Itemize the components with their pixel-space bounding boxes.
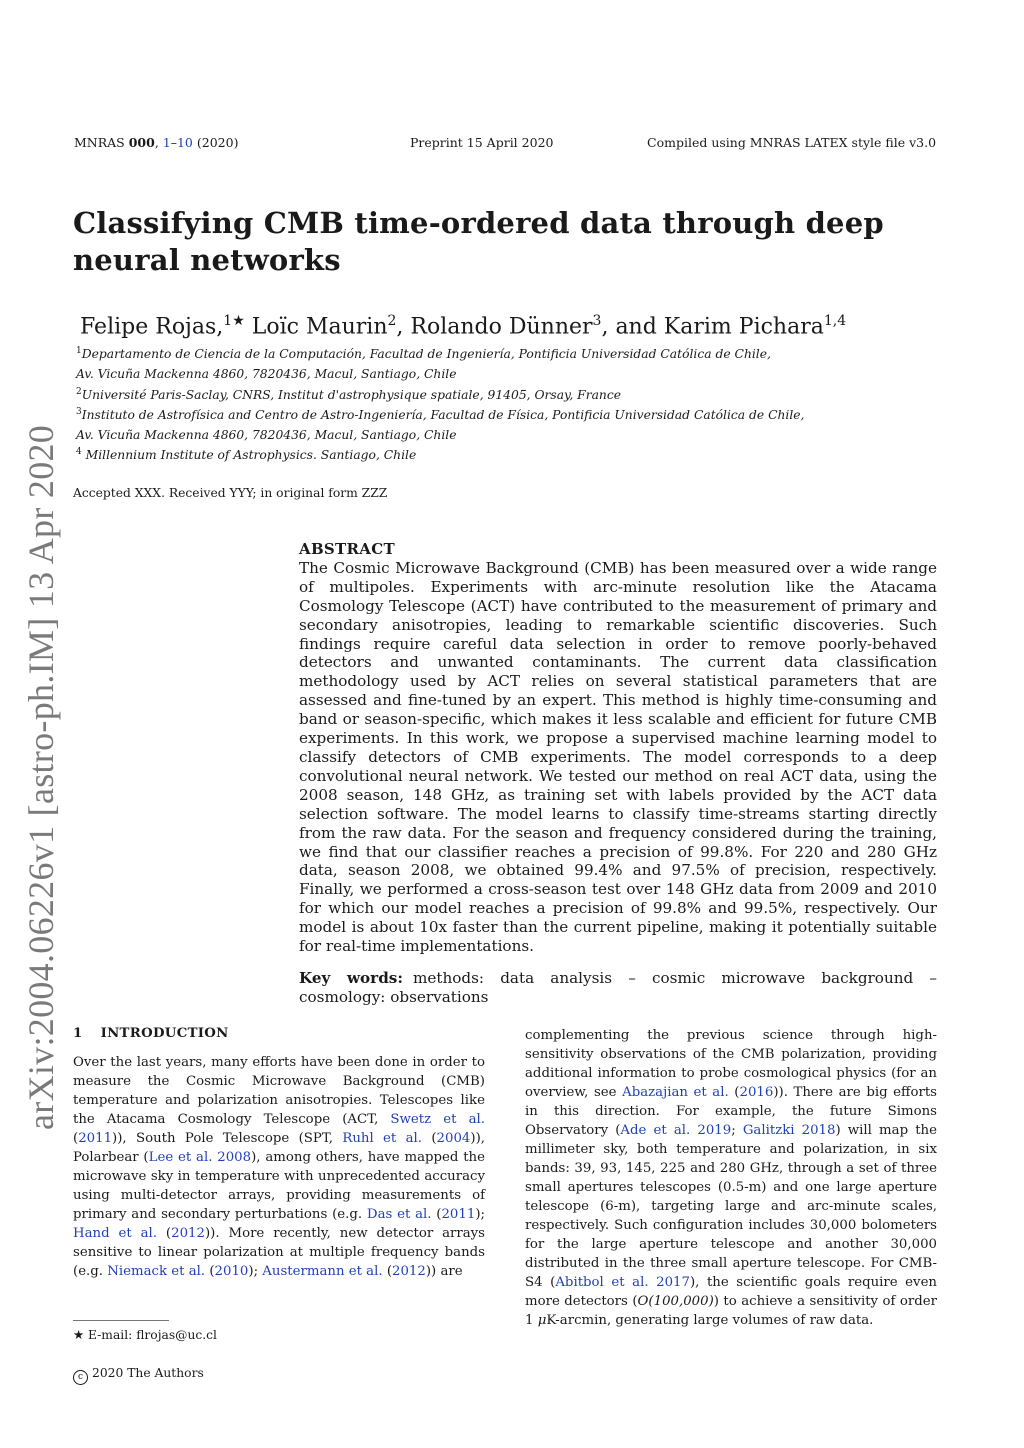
- affiliation-line: [76, 363, 804, 383]
- page-range-sep: –: [170, 135, 177, 150]
- journal-name: MNRAS: [74, 135, 125, 150]
- affiliation-text: Université Paris-Saclay, CNRS, Institut d'astrophysique spatiale, 91405, Orsay, France: [81, 387, 622, 402]
- abstract-text: The Cosmic Microwave Background (CMB) has been measured over a wide range of multipoles. Experiments with arc-minute resolution like the Atacama Cosmology Telescope (ACT) have contributed to the measurement of primary and secondary anisotropies, leading to remarkable scientific discoveries. Such findings require careful data selection in order to remove poorly-behaved detectors and unwanted contaminants. The current data classification methodology used by ACT relies on several statistical parameters that are assessed and fine-tuned by an expert. This method is highly time-consuming and band or season-specific, which makes it less scalable and efficient for future CMB experiments. In this work, we propose a supervised machine learning model to classify detectors of CMB experiments. The model corresponds to a deep convolutional neural network. We tested our method on real ACT data, using the 2008 season, 148 GHz, as training set with labels provided by the ACT data selection software. The model learns to classify time-streams starting directly from the raw data. For the season and frequency considered during the training, we find that our classifier reaches a precision of 99.8%. For 220 and 280 GHz data, season 2008, we obtained 99.4% and 97.5% of precision, respectively. Finally, we performed a cross-season test over 148 GHz data from 2009 and 2010 for which our model reaches a precision of 99.8% and 99.5%, respectively. Our model is about 10x faster than the current pipeline, making it potentially suitable for real-time implementations.: [299, 558, 937, 956]
- body-text: )). More recently, new detector arrays sensitive to linear polarization at multiple frequency bands (e.g.: [73, 1226, 486, 1279]
- math-expression: O(100,000): [637, 1294, 714, 1309]
- affiliation-line: [76, 343, 804, 363]
- citation-link[interactable]: Abazajian et al.: [622, 1085, 729, 1100]
- abstract-heading: ABSTRACT: [299, 540, 395, 558]
- affiliation-number: 3: [76, 406, 82, 417]
- body-text: (: [422, 1131, 437, 1146]
- math-symbol: μ: [537, 1313, 547, 1328]
- copyright-icon: c: [73, 1370, 88, 1385]
- citation-year-link[interactable]: 2011: [441, 1207, 476, 1222]
- body-text: K-arcmin, generating large volumes of raw data.: [546, 1313, 874, 1328]
- section-number: 1: [73, 1026, 83, 1041]
- author-1-affil: 1★: [223, 313, 245, 329]
- body-text: )). There are big efforts in this direction. For example, the future Simons Observatory (: [525, 1085, 938, 1138]
- affiliation-text: Instituto de Astrofísica and Centro de Astro-Ingeniería, Facultad de Física, Pontificia Universidad Católica de Chile,: [81, 407, 805, 422]
- affiliation-line: [76, 424, 804, 444]
- citation-link[interactable]: Lee et al. 2008: [148, 1150, 252, 1165]
- affiliation-number: 2: [76, 386, 82, 397]
- footnote-mark: ★: [73, 1328, 85, 1342]
- body-text: ) to achieve a sensitivity of order 1: [525, 1294, 937, 1328]
- intro-left-column: [73, 1053, 485, 1281]
- citation-year-link[interactable]: 2012: [171, 1226, 205, 1241]
- body-text: (: [382, 1264, 393, 1279]
- page-link-end[interactable]: 10: [176, 135, 193, 150]
- citation-link[interactable]: Niemack et al.: [107, 1264, 206, 1279]
- journal-volume: 000: [128, 135, 155, 150]
- body-text: complementing the previous science through high-sensitivity observations of the CMB polarization, providing additional information to probe cosmological physics (for an overview, see: [525, 1028, 937, 1100]
- citation-year-link[interactable]: 2012: [392, 1264, 426, 1279]
- compiled-suffix: style file v3.0: [851, 135, 937, 150]
- author-2-affil: 2: [387, 313, 397, 329]
- citation-link[interactable]: Galitzki 2018: [742, 1123, 836, 1138]
- body-text: (: [205, 1264, 215, 1279]
- body-text: (: [728, 1085, 740, 1100]
- author-3-affil: 3: [592, 313, 602, 329]
- body-text: (: [431, 1207, 442, 1222]
- body-text: )), Polarbear (: [73, 1131, 485, 1165]
- copyright-text: 2020 The Authors: [92, 1366, 204, 1380]
- journal-year: (2020): [196, 135, 239, 150]
- citation-link[interactable]: Ruhl et al.: [342, 1131, 423, 1146]
- affiliation-line: [76, 384, 804, 404]
- body-text: );: [475, 1207, 485, 1222]
- journal-reference: MNRAS 000, 1–10 (2020): [74, 135, 239, 150]
- intro-right-column: [525, 1026, 937, 1330]
- keywords: [299, 969, 937, 1007]
- citation-year-link[interactable]: 2010: [214, 1264, 249, 1279]
- citation-link[interactable]: Das et al.: [366, 1207, 432, 1222]
- footnote-email: E-mail: flrojas@uc.cl: [84, 1328, 217, 1342]
- section-heading: [73, 1026, 229, 1041]
- footnote-rule: [73, 1320, 169, 1321]
- affiliation-text: Av. Vicuña Mackenna 4860, 7820436, Macul, Santiago, Chile: [76, 367, 457, 382]
- compiled-prefix: Compiled using MNRAS: [647, 135, 801, 150]
- accepted-line: Accepted XXX. Received YYY; in original form ZZZ: [73, 486, 388, 500]
- copyright-line: [73, 1366, 204, 1385]
- author-4: , and Karim Pichara: [601, 314, 824, 340]
- body-text: (: [157, 1226, 172, 1241]
- body-text: ), the scientific goals require even more detectors (: [525, 1275, 938, 1309]
- affiliations: [76, 343, 804, 465]
- author-2: Loïc Maurin: [244, 314, 388, 340]
- footnote: [73, 1328, 217, 1342]
- affiliation-text: Millennium Institute of Astrophysics. Santiago, Chile: [81, 448, 417, 463]
- page-link-start[interactable]: 1: [162, 135, 171, 150]
- section-title: INTRODUCTION: [100, 1026, 229, 1041]
- citation-link[interactable]: Swetz et al.: [390, 1112, 485, 1127]
- latex-logo: LATEX: [804, 135, 848, 150]
- body-text: );: [248, 1264, 263, 1279]
- arxiv-stamp: arXiv:2004.06226v1 [astro-ph.IM] 13 Apr 2020: [21, 424, 61, 1130]
- body-text: (: [73, 1131, 79, 1146]
- body-text: ;: [731, 1123, 743, 1138]
- body-text: )) are: [425, 1264, 463, 1279]
- affiliation-number: 4: [76, 447, 82, 458]
- preprint-date: Preprint 15 April 2020: [410, 135, 554, 150]
- affiliation-line: [76, 404, 804, 424]
- affiliation-line: [76, 444, 804, 464]
- citation-year-link[interactable]: 2011: [78, 1131, 113, 1146]
- keywords-text: methods: data analysis – cosmic microwave background – cosmology: observations: [299, 968, 937, 1006]
- citation-link[interactable]: Abitbol et al. 2017: [555, 1275, 690, 1290]
- abstract: [299, 540, 937, 1007]
- keywords-label: Key words:: [299, 968, 403, 987]
- paper-title: Classifying CMB time-ordered data through deep neural networks: [73, 206, 884, 277]
- body-text: Over the last years, many efforts have been done in order to measure the Cosmic Microwave Background (CMB) temperature and polarization anisotropies. Telescopes like the Atacama Cosmology Telescope (ACT,: [73, 1055, 485, 1127]
- affiliation-text: Av. Vicuña Mackenna 4860, 7820436, Macul, Santiago, Chile: [76, 428, 457, 443]
- body-text: )), South Pole Telescope (SPT,: [112, 1131, 343, 1146]
- body-text: ), among others, have mapped the microwave sky in temperature with unprecedented accuracy using multi-detector arrays, providing measurements of primary and secondary perturbations (e.g.: [73, 1150, 485, 1222]
- body-text: ) will map the millimeter sky, both temperature and polarization, in six bands: 39, 93, 145, 225 and 280 GHz, through a set of three small apertures telescopes (0.5-m) and one large aperture telescope (6-m), targeting large and arc-minute scales, respectively. Such configuration includes 30,000 bolometers for the large aperture telescope and another 30,000 distributed in the three small aperture telescope. For CMB-S4 (: [525, 1123, 937, 1290]
- affiliation-number: 1: [76, 346, 82, 356]
- citation-year-link[interactable]: 2004: [436, 1131, 471, 1146]
- citation-link[interactable]: Austermann et al.: [262, 1264, 383, 1279]
- author-3: , Rolando Dünner: [396, 314, 593, 340]
- citation-year-link[interactable]: 2016: [739, 1085, 774, 1100]
- author-1: Felipe Rojas,: [80, 314, 224, 340]
- author-list: [80, 313, 846, 339]
- citation-link[interactable]: Hand et al.: [73, 1226, 158, 1241]
- citation-link[interactable]: Ade et al. 2019: [620, 1123, 732, 1138]
- affiliation-text: Departamento de Ciencia de la Computación, Facultad de Ingeniería, Pontificia Universidad Católica de Chile,: [81, 347, 771, 362]
- compiled-note: [647, 135, 936, 150]
- author-4-affil: 1,4: [823, 313, 847, 329]
